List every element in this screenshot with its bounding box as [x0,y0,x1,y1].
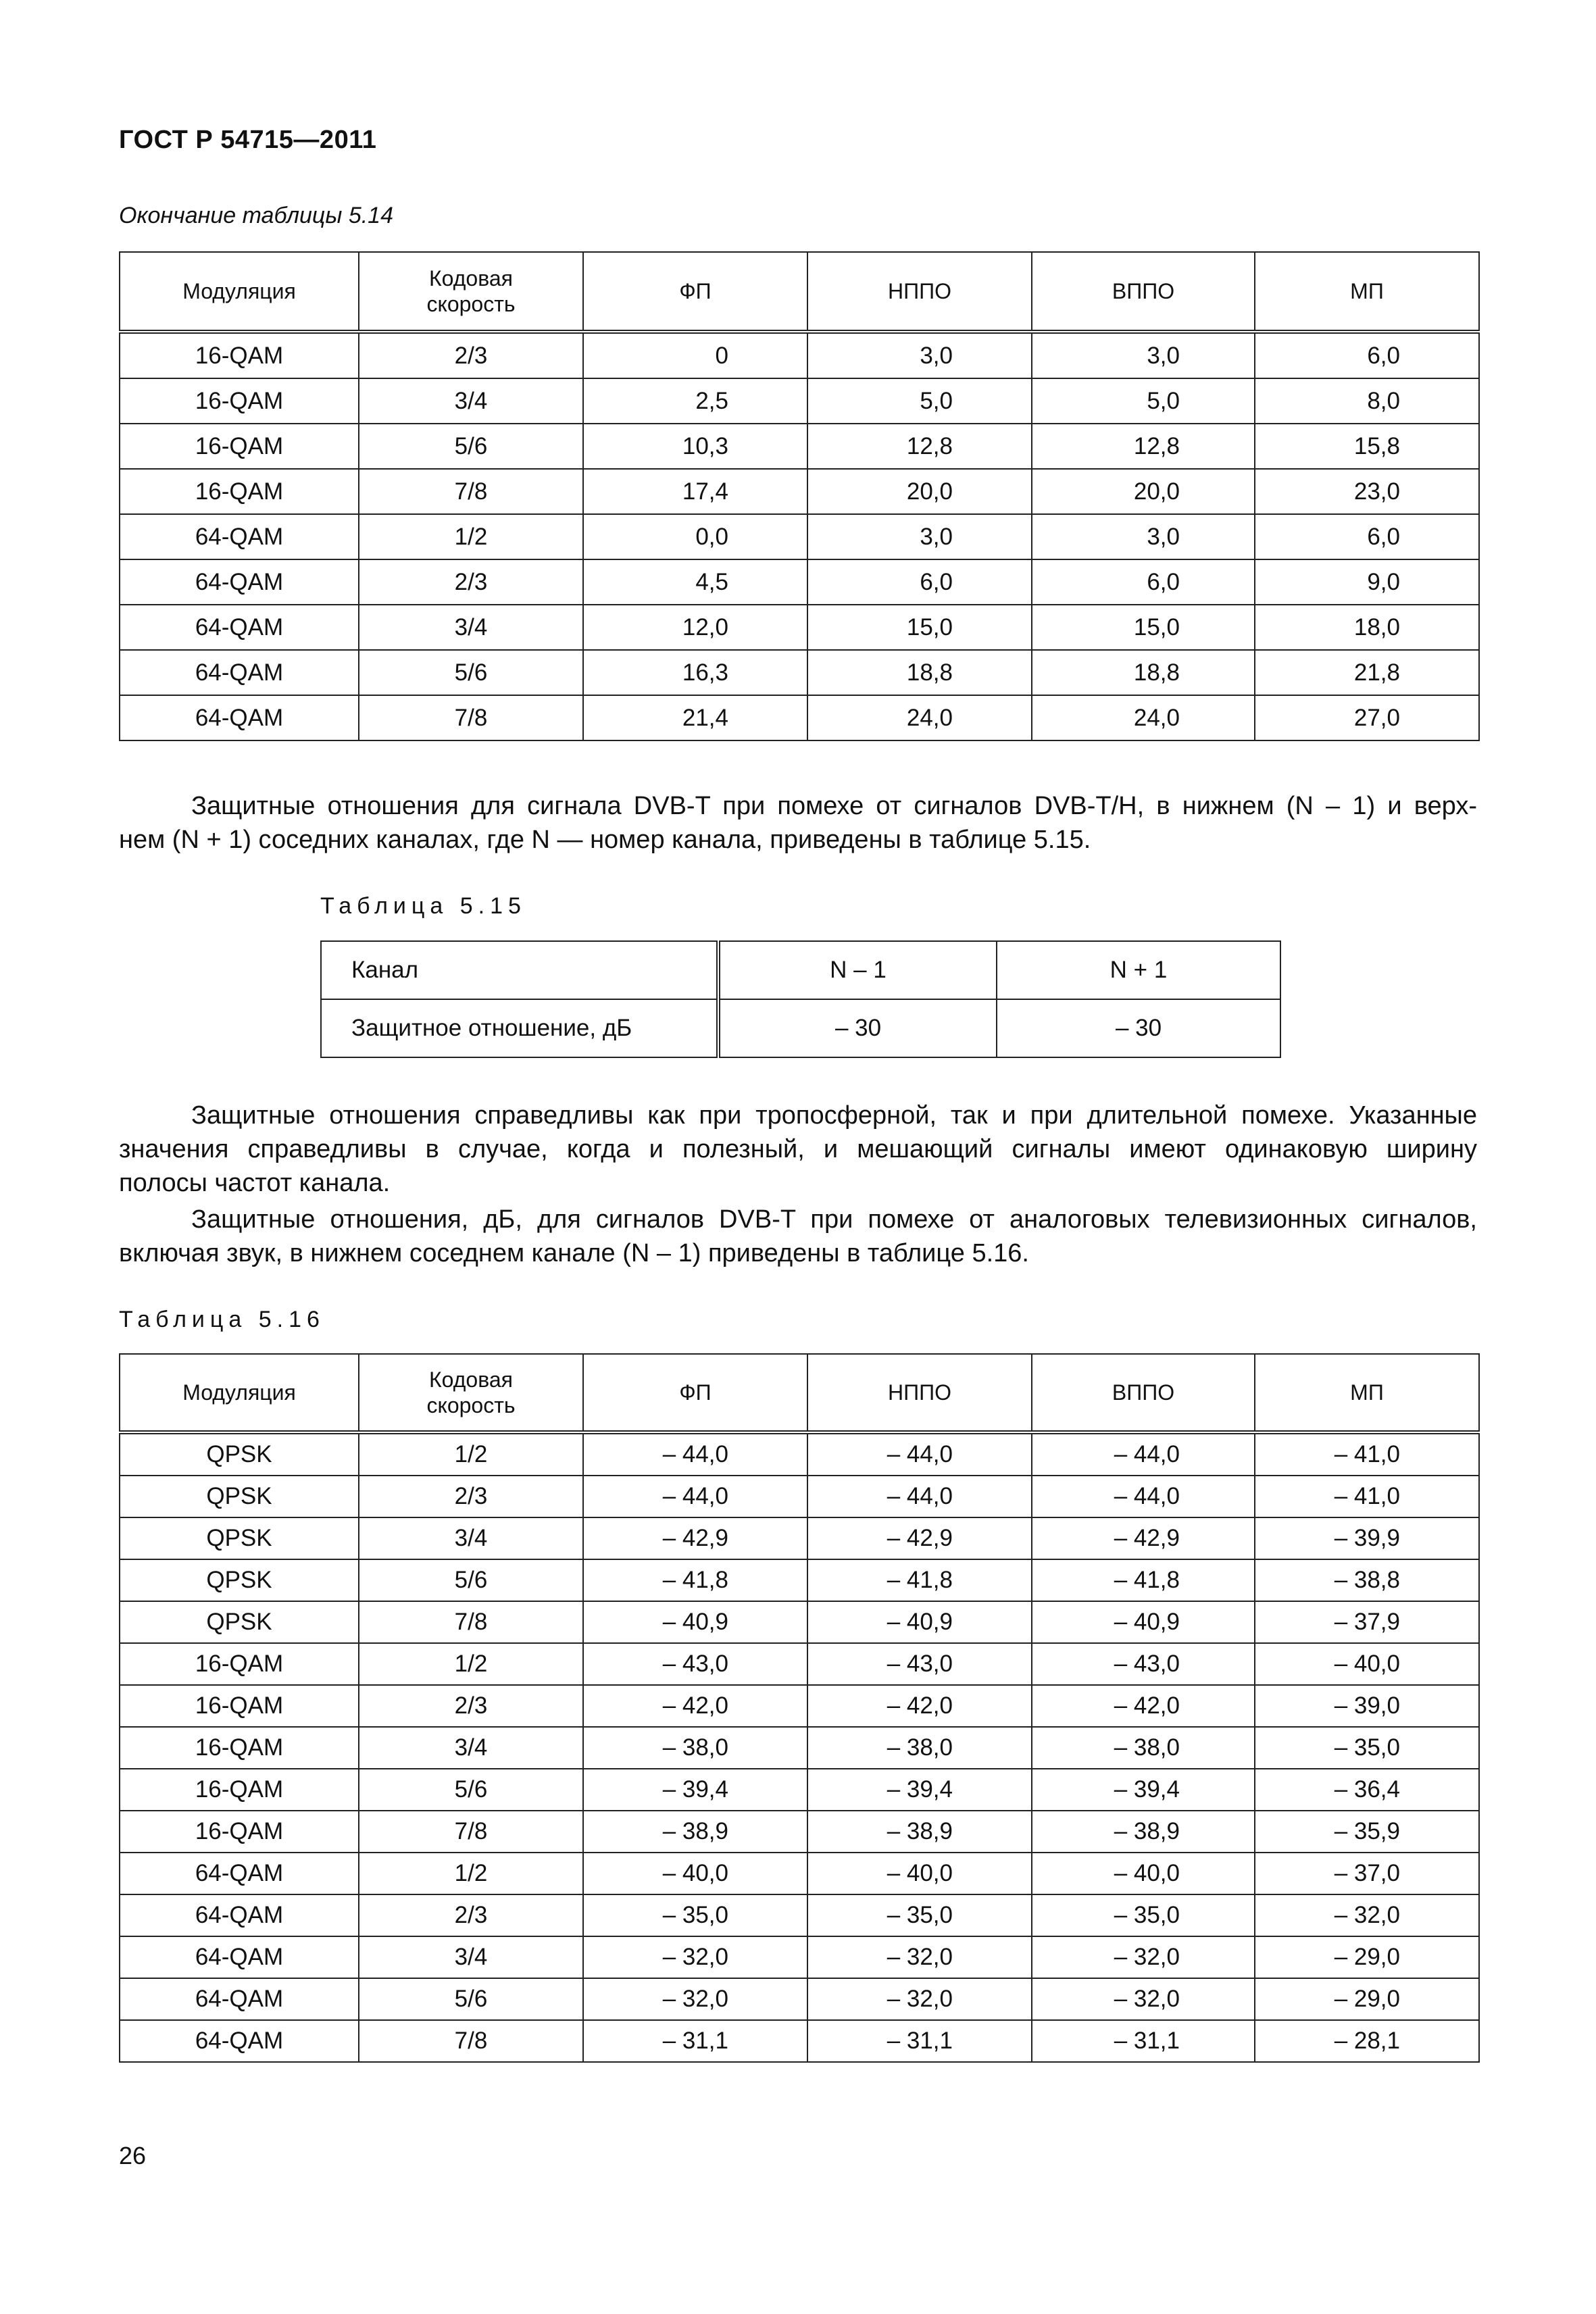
fp-cell: – 40,9 [583,1601,807,1643]
modulation-cell: QPSK [120,1432,359,1476]
table-row [120,1685,1479,1727]
paragraph-line: Защитные отношения, дБ, для сигналов DVB-T при помехе от аналоговых телевизионных сигналов, [191,1205,1477,1234]
modulation-cell: 64-QAM [120,695,359,740]
table-row [120,1559,1479,1601]
code-rate-cell: 3/4 [359,1517,583,1559]
fp-cell: – 32,0 [583,1936,807,1978]
vppo-cell: 24,0 [1032,695,1255,740]
vppo-cell: 5,0 [1032,378,1255,424]
vppo-cell: 3,0 [1032,332,1255,378]
code-rate-cell: 5/6 [359,1559,583,1601]
mp-cell: – 41,0 [1255,1432,1479,1476]
vppo-cell: – 44,0 [1032,1476,1255,1517]
nppo-cell: – 42,0 [807,1685,1032,1727]
nppo-cell: 15,0 [807,605,1032,650]
vppo-cell: – 42,9 [1032,1517,1255,1559]
fp-cell: 0,0 [583,514,807,559]
modulation-cell: 64-QAM [120,1853,359,1894]
table-514-caption: Окончание таблицы 5.14 [119,203,393,228]
table-row [120,1853,1479,1894]
nppo-cell: 18,8 [807,650,1032,695]
table-row [120,1643,1479,1685]
nppo-cell: 3,0 [807,332,1032,378]
nppo-cell: – 42,9 [807,1517,1032,1559]
modulation-cell: 16-QAM [120,1727,359,1769]
code-rate-cell: 7/8 [359,695,583,740]
header-nppo: НППО [807,1354,1032,1432]
channel-label: Канал [321,941,718,999]
header-modulation: Модуляция [120,1354,359,1432]
fp-cell: 16,3 [583,650,807,695]
modulation-cell: 64-QAM [120,605,359,650]
mp-cell: – 36,4 [1255,1769,1479,1811]
code-rate-cell: 3/4 [359,1727,583,1769]
vppo-cell: – 32,0 [1032,1936,1255,1978]
paragraph-line: значения справедливы в случае, когда и полезный, и мешающий сигналы имеют одинаковую ширину [119,1135,1477,1163]
fp-cell: 17,4 [583,469,807,514]
modulation-cell: 64-QAM [120,1894,359,1936]
modulation-cell: QPSK [120,1517,359,1559]
table-516-caption: Таблица 5.16 [119,1307,325,1332]
header-vppo: ВППО [1032,252,1255,332]
table-row [120,1727,1479,1769]
vppo-cell: – 40,9 [1032,1601,1255,1643]
mp-cell: 6,0 [1255,514,1479,559]
page-number: 26 [119,2142,147,2169]
table-row [120,1978,1479,2020]
nppo-cell: – 41,8 [807,1559,1032,1601]
vppo-cell: – 38,0 [1032,1727,1255,1769]
paragraph-line: полосы частот канала. [119,1169,391,1197]
modulation-cell: 64-QAM [120,2020,359,2062]
vppo-cell: – 39,4 [1032,1769,1255,1811]
fp-cell: 21,4 [583,695,807,740]
code-rate-cell: 2/3 [359,559,583,605]
vppo-cell: 12,8 [1032,424,1255,469]
vppo-cell: 18,8 [1032,650,1255,695]
modulation-cell: QPSK [120,1476,359,1517]
channel-n-plus-1: N + 1 [997,941,1280,999]
code-rate-cell: 3/4 [359,378,583,424]
mp-cell: – 29,0 [1255,1978,1479,2020]
code-rate-cell: 1/2 [359,1643,583,1685]
fp-cell: 10,3 [583,424,807,469]
table-header-row [120,252,1479,332]
header-nppo: НППО [807,252,1032,332]
nppo-cell: 3,0 [807,514,1032,559]
mp-cell: – 32,0 [1255,1894,1479,1936]
paragraph-line: нем (N + 1) соседних каналах, где N — номер канала, приведены в таблице 5.15. [119,826,1091,854]
code-rate-cell: 1/2 [359,514,583,559]
mp-cell: – 35,9 [1255,1811,1479,1853]
modulation-cell: QPSK [120,1559,359,1601]
fp-cell: 12,0 [583,605,807,650]
nppo-cell: 12,8 [807,424,1032,469]
code-rate-cell: 3/4 [359,605,583,650]
modulation-cell: 64-QAM [120,559,359,605]
table-row [120,1769,1479,1811]
fp-cell: 4,5 [583,559,807,605]
protection-ratio-n-plus-1: – 30 [997,999,1280,1057]
vppo-cell: – 43,0 [1032,1643,1255,1685]
fp-cell: – 40,0 [583,1853,807,1894]
mp-cell: 21,8 [1255,650,1479,695]
nppo-cell: – 43,0 [807,1643,1032,1685]
table-row [120,1811,1479,1853]
fp-cell: – 42,0 [583,1685,807,1727]
fp-cell: – 32,0 [583,1978,807,2020]
header-mp: МП [1255,1354,1479,1432]
table-row [120,1894,1479,1936]
protection-ratio-label: Защитное отношение, дБ [321,999,718,1057]
table-row [120,650,1479,695]
table-row [120,1432,1479,1476]
vppo-cell: – 38,9 [1032,1811,1255,1853]
fp-cell: – 41,8 [583,1559,807,1601]
table-header-row [120,1354,1479,1432]
code-rate-cell: 1/2 [359,1432,583,1476]
paragraph-line: Защитные отношения для сигнала DVB-T при помехе от сигналов DVB-T/H, в нижнем (N – 1) и верх- [191,792,1477,820]
mp-cell: – 28,1 [1255,2020,1479,2062]
fp-cell: – 42,9 [583,1517,807,1559]
header-fp: ФП [583,1354,807,1432]
table-row [120,469,1479,514]
mp-cell: 15,8 [1255,424,1479,469]
vppo-cell: – 42,0 [1032,1685,1255,1727]
vppo-cell: 20,0 [1032,469,1255,514]
code-rate-cell: 7/8 [359,469,583,514]
header-modulation: Модуляция [120,252,359,332]
code-rate-cell: 7/8 [359,2020,583,2062]
modulation-cell: 16-QAM [120,332,359,378]
modulation-cell: 16-QAM [120,1685,359,1727]
code-rate-cell: 3/4 [359,1936,583,1978]
code-rate-cell: 7/8 [359,1811,583,1853]
modulation-cell: 64-QAM [120,1936,359,1978]
mp-cell: – 29,0 [1255,1936,1479,1978]
modulation-cell: QPSK [120,1601,359,1643]
fp-cell: – 44,0 [583,1476,807,1517]
modulation-cell: 16-QAM [120,378,359,424]
nppo-cell: – 32,0 [807,1978,1032,2020]
table-row [120,514,1479,559]
nppo-cell: 24,0 [807,695,1032,740]
mp-cell: 18,0 [1255,605,1479,650]
mp-cell: 23,0 [1255,469,1479,514]
modulation-cell: 64-QAM [120,650,359,695]
table-5-15 [320,940,1281,1058]
code-rate-cell: 2/3 [359,332,583,378]
code-rate-cell: 7/8 [359,1601,583,1643]
table-row [120,332,1479,378]
vppo-cell: – 41,8 [1032,1559,1255,1601]
vppo-cell: – 31,1 [1032,2020,1255,2062]
paragraph-analog-interference [119,1203,1477,1270]
fp-cell: – 44,0 [583,1432,807,1476]
table-row [120,695,1479,740]
code-rate-cell: 5/6 [359,650,583,695]
table-row [120,424,1479,469]
modulation-cell: 64-QAM [120,1978,359,2020]
code-rate-cell: 1/2 [359,1853,583,1894]
modulation-cell: 16-QAM [120,1811,359,1853]
nppo-cell: – 32,0 [807,1936,1032,1978]
table-row [120,378,1479,424]
header-code-rate: Кодовая скорость [359,1354,583,1432]
paragraph-protection-dvbt [119,789,1477,857]
code-rate-cell: 5/6 [359,1769,583,1811]
vppo-cell: 15,0 [1032,605,1255,650]
mp-cell: – 35,0 [1255,1727,1479,1769]
mp-cell: – 38,8 [1255,1559,1479,1601]
mp-cell: 9,0 [1255,559,1479,605]
nppo-cell: 5,0 [807,378,1032,424]
nppo-cell: – 35,0 [807,1894,1032,1936]
fp-cell: – 39,4 [583,1769,807,1811]
table-515-caption: Таблица 5.15 [320,893,526,919]
modulation-cell: 16-QAM [120,1643,359,1685]
header-code-rate: Кодовая скорость [359,252,583,332]
document-code: ГОСТ Р 54715—2011 [119,126,377,154]
nppo-cell: – 38,9 [807,1811,1032,1853]
mp-cell: – 41,0 [1255,1476,1479,1517]
nppo-cell: 20,0 [807,469,1032,514]
vppo-cell: 6,0 [1032,559,1255,605]
mp-cell: – 37,9 [1255,1601,1479,1643]
vppo-cell: 3,0 [1032,514,1255,559]
vppo-cell: – 32,0 [1032,1978,1255,2020]
header-fp: ФП [583,252,807,332]
paragraph-line: Защитные отношения справедливы как при тропосферной, так и при длительной помехе. Указанные [191,1101,1477,1130]
table-row [120,559,1479,605]
modulation-cell: 16-QAM [120,469,359,514]
code-rate-cell: 5/6 [359,424,583,469]
table-row [321,999,1280,1057]
table-row [120,1476,1479,1517]
code-rate-cell: 2/3 [359,1476,583,1517]
mp-cell: – 39,0 [1255,1685,1479,1727]
nppo-cell: – 40,0 [807,1853,1032,1894]
paragraph-line: включая звук, в нижнем соседнем канале (N – 1) приведены в таблице 5.16. [119,1239,1029,1267]
table-row [120,1936,1479,1978]
nppo-cell: – 39,4 [807,1769,1032,1811]
nppo-cell: – 38,0 [807,1727,1032,1769]
fp-cell: – 35,0 [583,1894,807,1936]
vppo-cell: – 35,0 [1032,1894,1255,1936]
mp-cell: – 39,9 [1255,1517,1479,1559]
header-vppo: ВППО [1032,1354,1255,1432]
modulation-cell: 16-QAM [120,424,359,469]
fp-cell: 2,5 [583,378,807,424]
code-rate-cell: 2/3 [359,1894,583,1936]
table-row [120,1601,1479,1643]
paragraph-validity [119,1099,1477,1200]
table-row [120,2020,1479,2062]
fp-cell: – 43,0 [583,1643,807,1685]
table-row [120,1517,1479,1559]
table-row [120,605,1479,650]
channel-n-minus-1: N – 1 [718,941,997,999]
nppo-cell: – 40,9 [807,1601,1032,1643]
vppo-cell: – 40,0 [1032,1853,1255,1894]
code-rate-cell: 2/3 [359,1685,583,1727]
mp-cell: 27,0 [1255,695,1479,740]
nppo-cell: – 44,0 [807,1476,1032,1517]
modulation-cell: 64-QAM [120,514,359,559]
fp-cell: – 38,9 [583,1811,807,1853]
nppo-cell: 6,0 [807,559,1032,605]
vppo-cell: – 44,0 [1032,1432,1255,1476]
table-5-16 [119,1353,1480,2063]
fp-cell: 0 [583,332,807,378]
nppo-cell: – 44,0 [807,1432,1032,1476]
modulation-cell: 16-QAM [120,1769,359,1811]
table-row [321,941,1280,999]
code-rate-cell: 5/6 [359,1978,583,2020]
fp-cell: – 31,1 [583,2020,807,2062]
mp-cell: – 40,0 [1255,1643,1479,1685]
nppo-cell: – 31,1 [807,2020,1032,2062]
protection-ratio-n-minus-1: – 30 [718,999,997,1057]
mp-cell: 6,0 [1255,332,1479,378]
fp-cell: – 38,0 [583,1727,807,1769]
table-5-14 [119,251,1480,741]
header-mp: МП [1255,252,1479,332]
mp-cell: – 37,0 [1255,1853,1479,1894]
mp-cell: 8,0 [1255,378,1479,424]
